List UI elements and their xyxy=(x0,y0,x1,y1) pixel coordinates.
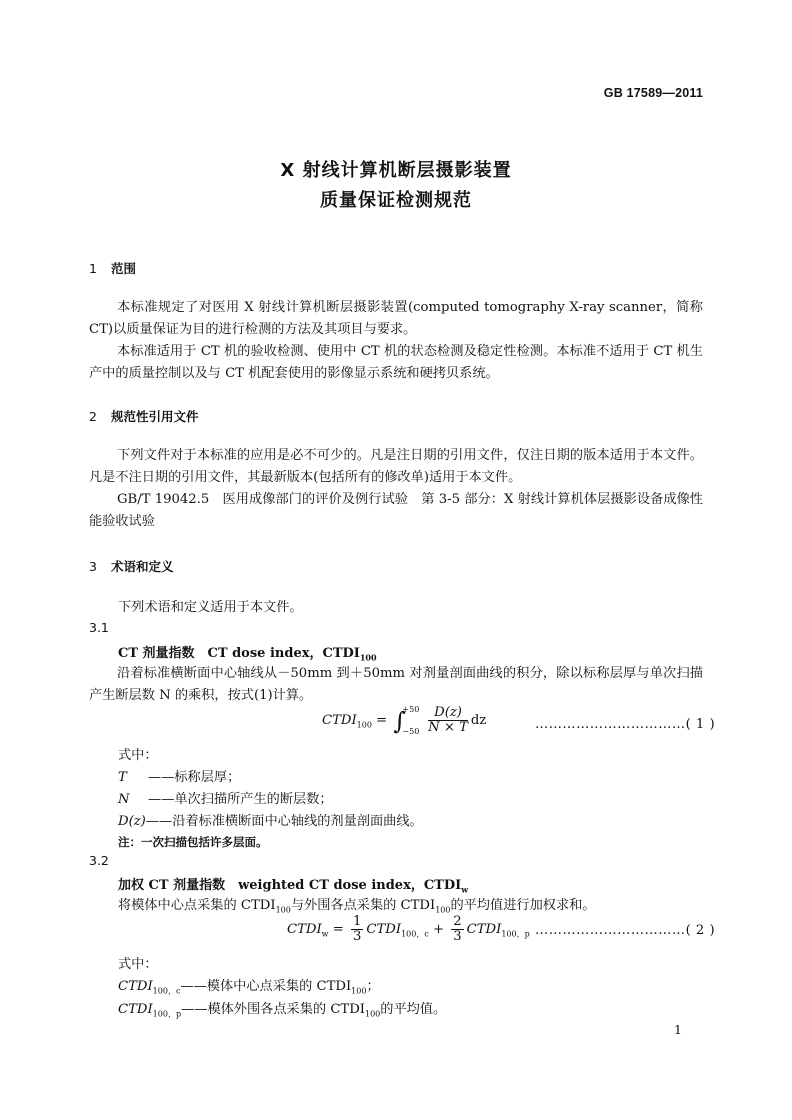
variable-ctdi-p xyxy=(118,998,446,1020)
subscript: 100，p xyxy=(501,929,530,939)
document-title-line2: 质量保证检测规范 xyxy=(320,190,472,211)
section-title: 规范性引用文件 xyxy=(111,409,199,424)
leader-dots: …………………………… xyxy=(535,717,686,732)
variable-description: ——沿着标准横断面中心轴线的剂量剖面曲线。 xyxy=(145,814,423,829)
variable-ctdi-c xyxy=(118,975,380,997)
variable-t xyxy=(118,766,240,785)
term-3-2-definition xyxy=(118,894,596,915)
formula-lhs: CTDI xyxy=(287,922,322,937)
formula-differential: dz xyxy=(470,713,487,728)
where-label: 式中： xyxy=(118,748,158,763)
section-1-heading xyxy=(89,259,136,277)
term-ctdi-c: CTDI xyxy=(366,922,402,937)
section-number: 1 xyxy=(89,261,97,276)
section-number: 3 xyxy=(89,559,97,574)
subscript: 100 xyxy=(365,1009,381,1019)
variable-description: ——模体外围各点采集的 CTDI xyxy=(181,1002,365,1017)
fraction-two-thirds xyxy=(451,915,463,944)
subscript: 100 xyxy=(351,986,367,996)
where-label: 式中： xyxy=(118,957,158,972)
variable-symbol: T xyxy=(118,770,127,785)
equation-number: ( 1 ) xyxy=(685,717,716,732)
fraction-numerator: D(z) xyxy=(428,706,468,721)
formula-1-leader xyxy=(535,717,715,732)
variable-dz xyxy=(118,810,423,829)
formula-fraction xyxy=(428,706,468,735)
subscript: 100，p xyxy=(152,1009,182,1019)
page-number: 1 xyxy=(674,1022,682,1037)
subscript: 100，c xyxy=(152,986,181,996)
variable-description: ； xyxy=(366,979,380,994)
section-1-paragraph-2: 本标准适用于 CT 机的验收检测、使用中 CT 机的状态检测及稳定性检测。本标准不适用于 CT 机生产中的质量控制以及与 CT 机配套使用的影像显示系统和硬拷贝系统。 xyxy=(89,344,703,381)
term-3-1-definition: 沿着标准横断面中心轴线从－50mm 到＋50mm 对剂量剖面曲线的积分，除以标称层厚与单次扫描产生断层数 N 的乘积，按式(1)计算。 xyxy=(89,666,703,703)
fraction-denominator: 3 xyxy=(453,929,462,944)
leader-dots: …………………………… xyxy=(535,923,686,938)
definition-part: 的平均值进行加权求和。 xyxy=(450,898,596,913)
subscript: 100，c xyxy=(401,929,429,939)
formula-2-leader xyxy=(535,923,715,938)
term-3-2-name xyxy=(118,874,468,895)
variable-description: ——单次扫描所产生的断层数； xyxy=(148,792,333,807)
fraction-denominator: N × T xyxy=(428,720,468,735)
variable-symbol: N xyxy=(118,792,130,807)
note: 注：一次扫描包括许多层面。 xyxy=(118,835,268,849)
section-2-paragraph-1: 下列文件对于本标准的应用是必不可少的。凡是注日期的引用文件，仅注日期的版本适用于本文件。凡是不注日期的引用文件，其最新版本(包括所有的修改单)适用于本文件。 xyxy=(89,448,703,485)
term-3-2-number: 3.2 xyxy=(89,853,109,868)
variable-symbol: CTDI xyxy=(118,979,153,994)
formula-lhs-subscript: w xyxy=(321,929,329,939)
integral-upper-limit: +50 xyxy=(402,704,420,714)
equals-sign: = xyxy=(376,713,388,728)
plus-sign: + xyxy=(433,922,445,937)
definition-part: 与外围各点采集的 CTDI xyxy=(290,898,436,913)
subscript: 100 xyxy=(275,905,291,915)
section-2-heading xyxy=(89,407,199,425)
section-3-heading xyxy=(89,557,174,575)
integral-sign: ∫ +50 −50 xyxy=(393,704,420,736)
section-title: 范围 xyxy=(111,261,137,276)
term-3-1-name xyxy=(118,642,377,663)
formula-2 xyxy=(287,915,530,944)
formula-1 xyxy=(322,706,486,735)
section-2-reference: GB/T 19042.5 医用成像部门的评价及例行试验 第 3-5 部分：X 射线计算机体层摄影设备成像性能验收试验 xyxy=(89,492,703,529)
section-3-paragraph: 下列术语和定义适用于本文件。 xyxy=(118,600,303,615)
term-name-text: 加权 CT 剂量指数 weighted CT dose index，CTDI xyxy=(118,878,462,893)
variable-n xyxy=(118,788,333,807)
equals-sign: = xyxy=(332,922,344,937)
standard-code: GB 17589—2011 xyxy=(603,86,703,100)
subscript: 100 xyxy=(435,905,451,915)
term-name-text: CT 剂量指数 CT dose index，CTDI xyxy=(118,646,360,661)
fraction-one-third xyxy=(351,915,363,944)
section-1-paragraph-1: 本标准规定了对医用 X 射线计算机断层摄影装置(computed tomography X-ray scanner，简称CT)以质量保证为目的进行检测的方法及其项目与要求。 xyxy=(89,300,703,337)
fraction-numerator: 1 xyxy=(353,914,362,929)
formula-lhs: CTDI xyxy=(322,713,357,728)
variable-symbol: CTDI xyxy=(118,1002,153,1017)
term-name-subscript: w xyxy=(461,884,469,895)
variable-description: 的平均值。 xyxy=(380,1002,447,1017)
variable-symbol: D(z) xyxy=(118,814,146,829)
fraction-denominator: 3 xyxy=(353,929,362,944)
variable-description: ——模体中心点采集的 CTDI xyxy=(180,979,352,994)
formula-lhs-subscript: 100 xyxy=(356,720,372,730)
equation-number: ( 2 ) xyxy=(685,923,716,938)
variable-description: ——标称层厚； xyxy=(148,770,241,785)
term-3-1-number: 3.1 xyxy=(89,620,109,635)
section-title: 术语和定义 xyxy=(111,559,174,574)
document-title-line1: X 射线计算机断层摄影装置 xyxy=(280,160,512,181)
section-number: 2 xyxy=(89,409,97,424)
fraction-numerator: 2 xyxy=(453,914,462,929)
integral-lower-limit: −50 xyxy=(402,726,420,736)
term-name-subscript: 100 xyxy=(359,652,377,663)
term-ctdi-p: CTDI xyxy=(466,922,502,937)
definition-part: 将模体中心点采集的 CTDI xyxy=(118,898,276,913)
